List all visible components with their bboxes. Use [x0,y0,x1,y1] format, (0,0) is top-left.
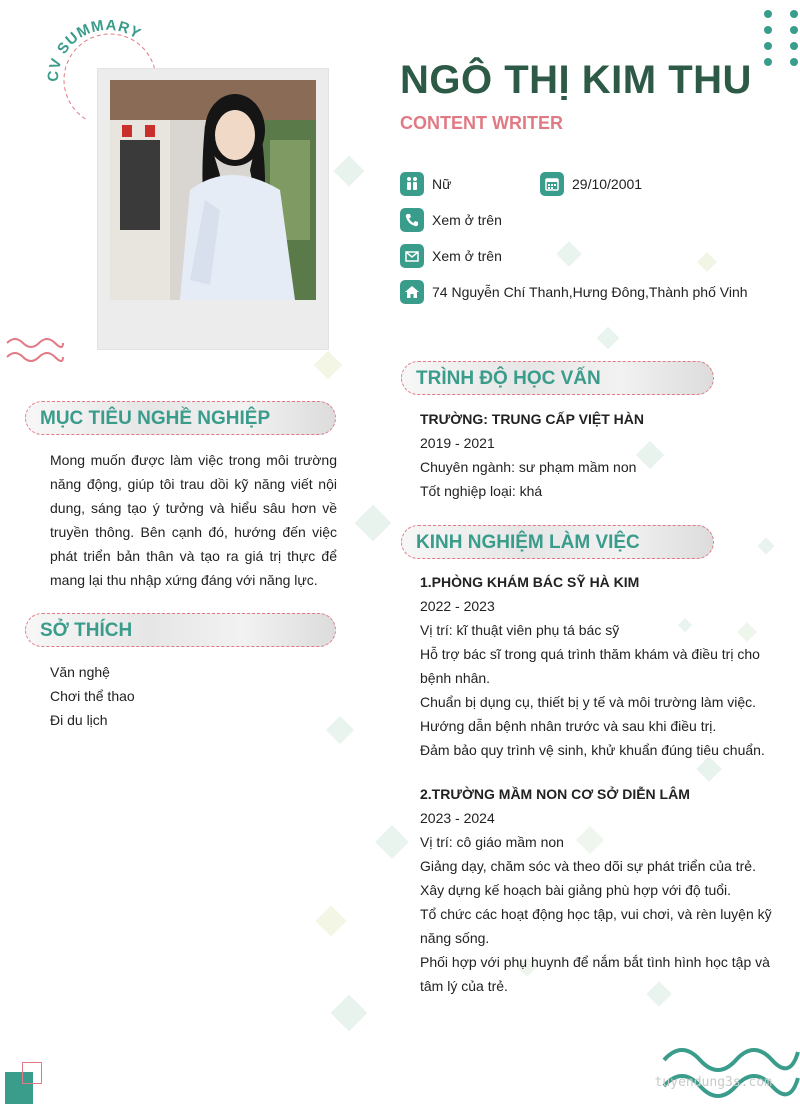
objective-heading: MỤC TIÊU NGHỀ NGHIỆP [25,401,336,435]
calendar-icon [540,172,564,196]
mail-icon [400,244,424,268]
list-item: Văn nghệ [50,664,110,680]
job-duty: Tổ chức các hoạt động học tập, vui chơi, và rèn luyện kỹ năng sống. [420,906,772,946]
email-value: Xem ở trên [432,248,502,264]
birthdate-row [540,172,642,196]
hobbies-heading: SỞ THÍCH [25,613,336,647]
list-item: Chơi thể thao [50,688,135,704]
company-name: 1.PHÒNG KHÁM BÁC SỸ HÀ KIM [420,574,640,590]
gender-icon [400,172,424,196]
candidate-name: NGÔ THỊ KIM THU [400,58,752,102]
gender-row [400,172,451,196]
gender-value: Nữ [432,176,452,192]
experience-heading: KINH NGHIỆM LÀM VIỆC [401,525,714,559]
phone-icon [400,208,424,232]
job-duty: Chuẩn bị dụng cụ, thiết bị y tế và môi trường làm việc. [420,694,757,710]
address-value: 74 Nguyễn Chí Thanh,Hưng Đông,Thành phố Vinh [432,284,748,300]
profile-photo [110,80,316,300]
education-major: Chuyên ngành: sư phạm mầm non [420,459,637,475]
wave-decoration [662,1040,800,1104]
job-duty: Xây dựng kế hoạch bài giảng phù hợp với độ tuổi. [420,882,732,898]
job-role: Vị trí: kĩ thuật viên phụ tá bác sỹ [420,622,620,638]
svg-text:CV SUMMARY: CV SUMMARY [44,20,145,83]
education-heading: TRÌNH ĐỘ HỌC VẤN [401,361,714,395]
address-row [400,280,748,304]
job-duty: Giảng dạy, chăm sóc và theo dõi sự phát triển của trẻ. [420,858,756,874]
job-role: Vị trí: cô giáo mầm non [420,834,564,850]
job-duty: Phối hợp với phụ huynh để nắm bắt tình hình học tập và tâm lý của trẻ. [420,954,770,994]
hobbies-list [50,660,330,732]
phone-row [400,208,502,232]
education-details [420,407,780,503]
school-name: TRƯỜNG: TRUNG CẤP VIỆT HÀN [420,411,644,427]
education-grade: Tốt nghiệp loại: khá [420,483,543,499]
job-duty: Hỗ trợ bác sĩ trong quá trình thăm khám và điều trị cho bệnh nhân. [420,646,760,686]
company-name: 2.TRƯỜNG MẦM NON CƠ SỞ DIỄN LÂM [420,786,690,802]
dot-grid-decoration [760,8,800,78]
job-years: 2023 - 2024 [420,810,495,826]
home-icon [400,280,424,304]
job-title: CONTENT WRITER [400,113,563,133]
experience-details [420,570,780,998]
job-duty: Đảm bảo quy trình vệ sinh, khử khuẩn đúng tiêu chuẩn. [420,742,765,758]
objective-text: Mong muốn được làm việc trong môi trường năng động, giúp tôi trau dồi kỹ năng viết nội dung, sáng tạo ý tưởng và hiểu sâu hơn về truyền thông. Bên cạnh đó, hướng đến việc phát triển bản thân và tạo ra giá trị thực để mang lại thu nhập xứng đáng với năng lực. [50,452,337,588]
job-duty: Hướng dẫn bệnh nhân trước và sau khi điều trị. [420,718,717,734]
education-years: 2019 - 2021 [420,435,495,451]
phone-value: Xem ở trên [432,212,502,228]
job-years: 2022 - 2023 [420,598,495,614]
birthdate-value: 29/10/2001 [572,176,643,192]
email-row [400,244,502,268]
watermark: tuyendung3s.com [654,1075,772,1090]
wave-decoration [5,335,65,365]
corner-outline-decoration [22,1062,42,1084]
list-item: Đi du lịch [50,712,108,728]
